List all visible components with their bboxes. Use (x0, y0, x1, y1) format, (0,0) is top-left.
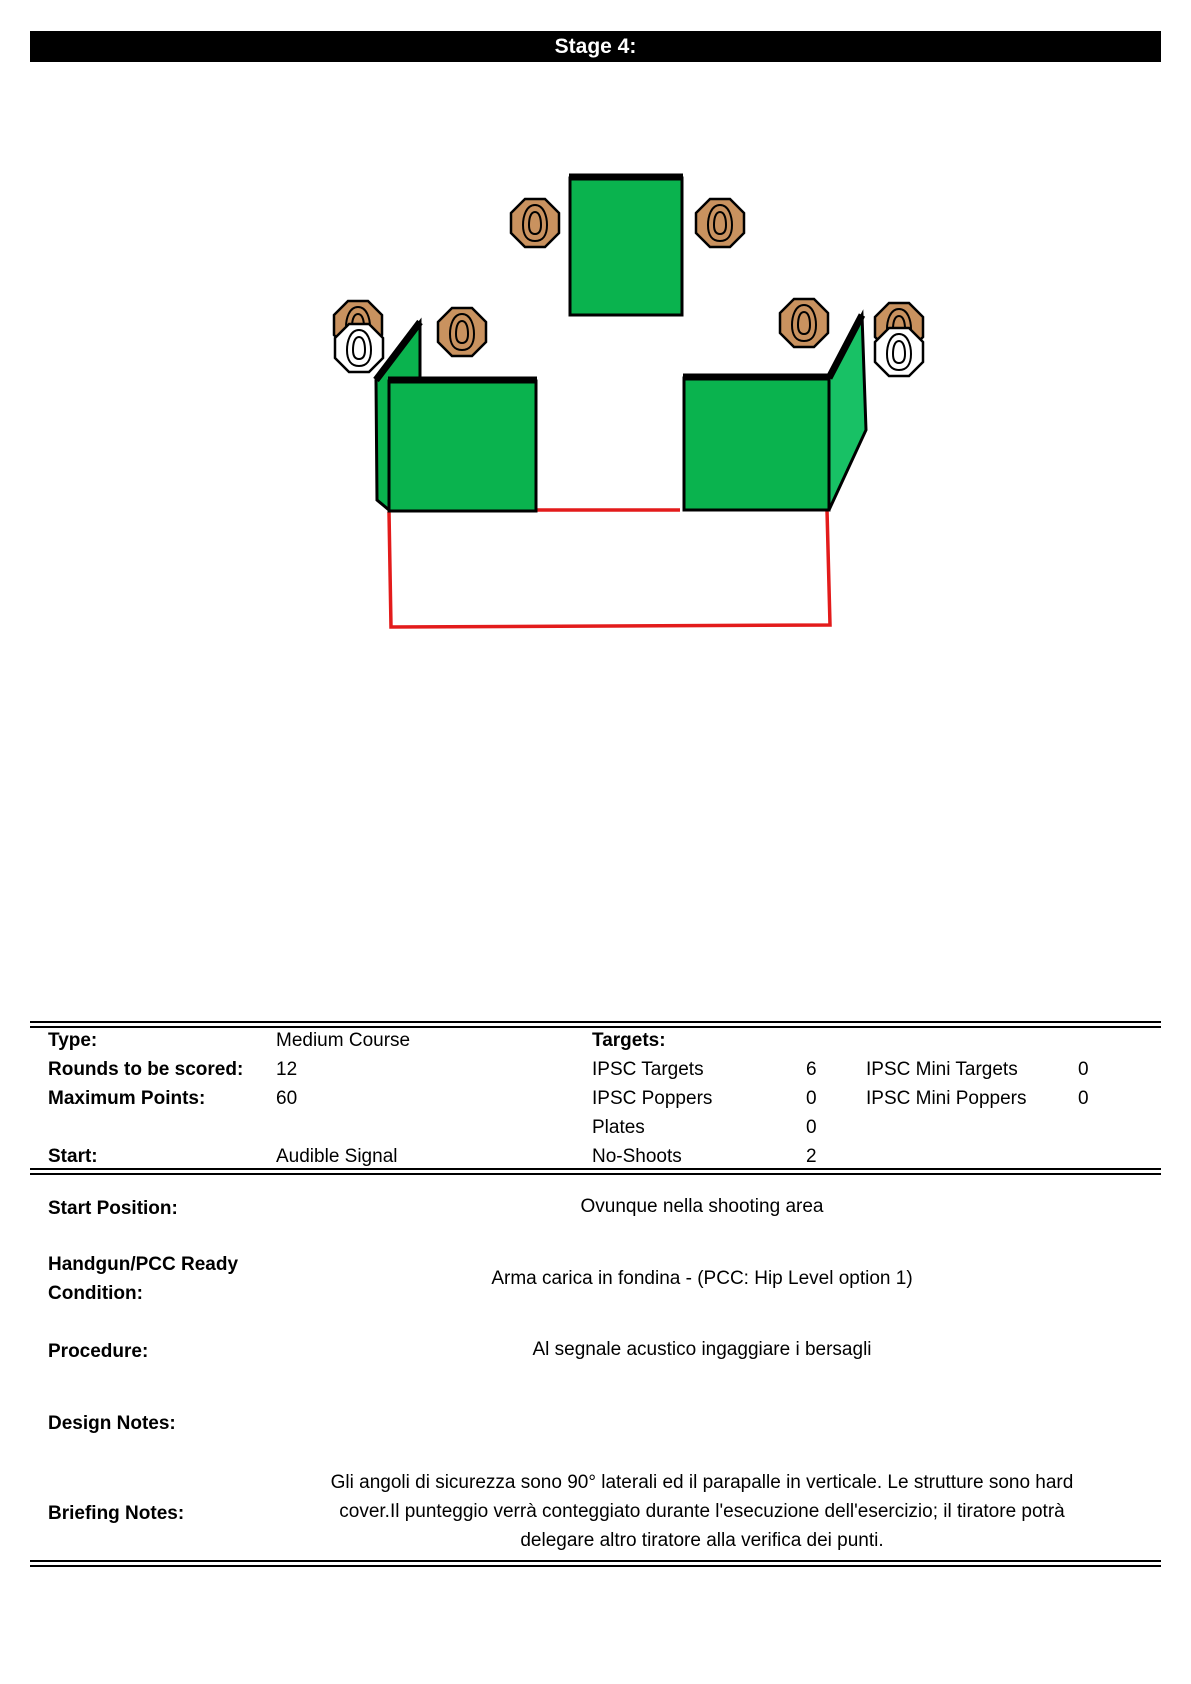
ready-condition-label-line1: Handgun/PCC Ready (48, 1254, 239, 1275)
target-type-count: 0 (806, 1088, 817, 1109)
max-points-value: 60 (276, 1088, 298, 1109)
target-type-label: Plates (592, 1117, 645, 1138)
start-label: Start: (48, 1146, 98, 1167)
mini-target-label: IPSC Mini Targets (866, 1059, 1018, 1080)
targets-label: Targets: (592, 1030, 666, 1051)
start-value: Audible Signal (276, 1146, 398, 1167)
procedure-value: Al segnale acustico ingaggiare i bersagli (532, 1339, 872, 1360)
ready-condition-label-line2: Condition: (48, 1283, 143, 1304)
left-wall (389, 381, 536, 511)
target-type-label: IPSC Targets (592, 1059, 704, 1080)
start-position-label: Start Position: (48, 1198, 178, 1219)
type-value: Medium Course (276, 1030, 411, 1051)
ipsc-target (438, 308, 486, 356)
ipsc-target (511, 199, 559, 247)
start-position-value: Ovunque nella shooting area (580, 1196, 824, 1217)
divider-top (30, 1021, 1161, 1028)
divider-middle (30, 1168, 1161, 1175)
target-type-label: No-Shoots (592, 1146, 682, 1167)
divider-bottom (30, 1560, 1161, 1567)
mini-target-count: 0 (1078, 1088, 1089, 1109)
mini-target-count: 0 (1078, 1059, 1089, 1080)
target-type-count: 0 (806, 1117, 817, 1138)
type-label: Type: (48, 1030, 98, 1051)
ipsc-target (696, 199, 744, 247)
briefing-notes-line: delegare altro tiratore alla verifica dei punti. (520, 1530, 884, 1551)
center-wall (570, 178, 682, 315)
procedure-label: Procedure: (48, 1341, 149, 1362)
rounds-label: Rounds to be scored: (48, 1059, 244, 1080)
target-type-count: 6 (806, 1059, 817, 1080)
max-points-label: Maximum Points: (48, 1088, 206, 1109)
mini-target-label: IPSC Mini Poppers (866, 1088, 1027, 1109)
no-shoot-target (335, 324, 383, 372)
stage-title: Stage 4: (30, 31, 1161, 62)
briefing-notes-line: cover.Il punteggio verrà conteggiato durante l'esecuzione dell'esercizio; il tiratore potrà (339, 1501, 1065, 1522)
design-notes-label: Design Notes: (48, 1413, 176, 1434)
rounds-value: 12 (276, 1059, 298, 1080)
briefing-notes-label: Briefing Notes: (48, 1503, 185, 1524)
fault-line (389, 510, 830, 627)
no-shoot-target (875, 328, 923, 376)
ready-condition-value: Arma carica in fondina - (PCC: Hip Level option 1) (491, 1268, 913, 1289)
briefing-notes-line: Gli angoli di sicurezza sono 90° laterali ed il parapalle in verticale. Le strutture sono hard (330, 1472, 1074, 1493)
target-type-count: 2 (806, 1146, 817, 1167)
target-type-label: IPSC Poppers (592, 1088, 713, 1109)
ipsc-target (780, 299, 828, 347)
right-wall (684, 378, 829, 510)
